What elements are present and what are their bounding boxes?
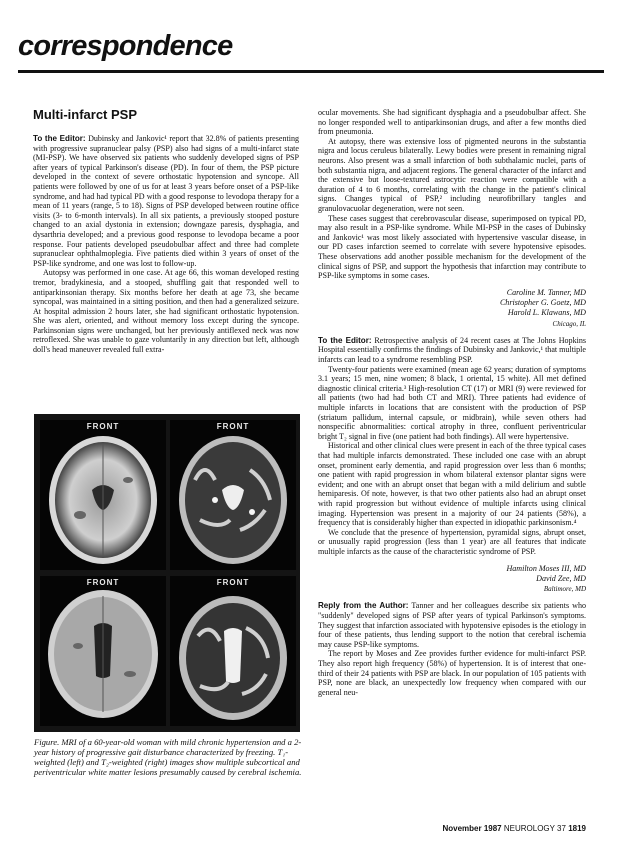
letter2-paragraph-3: Historical and other clinical clues were present in each of the three typical cases that had multiple infarcts demonstrated. These included one case with an abrupt onset, prominent early dementia, and rapid progression over less than 6 months; one patient with rapid progression in whom bilateral extensor plantar signs were evident; and one with an abrupt onset that began with a mild delirium and subtle hemiparesis. Of note, however, is that two other patients also had an abrupt onset with rapid progression but without evidence of multiple infarcts using clinical imaging. Hypertension was present in a majority of our 24 patients (58%), a frequency that is considerably higher than expected in idiopathic parkinsonism.⁴ — [318, 441, 586, 528]
letter2-signature — [318, 564, 586, 595]
author-name: Hamilton Moses III, MD — [506, 563, 586, 573]
scan-label: FRONT — [86, 578, 120, 587]
letter1-paragraph-3: ocular movements. She had significant dysphagia and a pseudobulbar affect. She no longer responded well to antiparkinsonian drugs, and after a few months died from pneumonia. — [318, 108, 586, 137]
scan-label: FRONT — [86, 422, 120, 431]
letter1-paragraph-4: At autopsy, there was extensive loss of pigmented neurons in the substantia nigra and locus ceruleus bilaterally. Lewy bodies were present in remaining nigral neurons. Also present was a small infarction of both subthalamic nuclei, parts of both substantia nigra, and adjacent regions. The general character of the infarct and the extensive but loose-textured astrocytic reaction were compatible with a duration of 4 to 6 months, correlating with the change in the patient's clinical signs. Changes typical of PSP,² including neurofibrillary tangles and granulovacuolar degeneration, were not seen. — [318, 136, 586, 213]
mri-t1-lower — [40, 576, 166, 726]
figure-caption: Figure. MRI of a 60-year-old woman with mild chronic hypertension and a 2-year history of progressive gait disturbance characterized by freezing. T₁-weighted (left) and T₂-weighted (right) images show multiple subcortical and periventricular white matter lesions presumably caused by cerebral ischemia. — [34, 737, 302, 777]
letter1-paragraph-1: To the Editor: Dubinsky and Jankovic¹ report that 32.8% of patients presenting with progressive supranuclear palsy (PSP) also had signs of a multi-infarct state (MI-PSP). We have observed six patients who suddenly developed signs of PSP after years of typical Parkinson's disease (PD). In four of them, the PSP picture developed in the context of severe orthostatic hypotension and syncope. All patients were followed by one of us for at least 3 years before onset of a PSP-like syndrome, and had had typical PD with a good response to levodopa therapy for a mean of 11 years (range, 5 to 18). Signs of PSP developed between routine office visits (3- to 6-month intervals). In all six patients, a previously stooped posture changed to an axial dystonia in extension; downgaze paresis, dysphagia, and dysarthria developed; and a previous good response to levodopa became a poor response. Four patients developed pseudobulbar affect and three had complete supranuclear ophthalmoplegia. Five patients died within 3 years of onset of the PSP-like syndrome, and one was lost to follow-up. — [33, 134, 300, 268]
letter2-paragraph-4: We conclude that the presence of hypertension, pyramidal signs, abrupt onset, or unusually rapid progression (less than 1 year) are all features that indicate multiple infarcts as the cause of the characteristic syndrome of PSP. — [318, 527, 586, 556]
mri-figure — [34, 414, 300, 732]
mri-t1-upper — [40, 420, 166, 570]
scan-label: FRONT — [216, 578, 250, 587]
author-name: David Zee, MD — [536, 573, 586, 583]
author-name: Caroline M. Tanner, MD — [506, 287, 586, 297]
reply-paragraph-2: The report by Moses and Zee provides further evidence for multi-infarct PSP. They also report high frequency (58%) of hypertension. It is of interest that one-third of their 24 patients with PSP are black. In our population of 105 patients with PSP, none are black, an unexpectedly low frequency when compared with our general neu- — [318, 649, 586, 697]
letter2-paragraph-2: Twenty-four patients were examined (mean age 62 years; duration of symptoms 3.1 years; 15 men, nine women; 8 black, 1 oriental, 15 white). All met defined diagnostic clinical criteria.³ High-resolution CT (17) or MRI (9) were reviewed for all patients (two had had both CT and MRI). Three patients had evidence of multiple infarcts in locations that are consistent with the production of PSP (striatum pallidum, internal capsule, or midbrain), while seven others had nonspecific abnormalities: cortical atrophy in three, confluent periventricular bright T₂ signal in five (one patient had both findings). All were hypertensive. — [318, 364, 586, 441]
left-column — [33, 108, 299, 355]
author-name: Harold L. Klawans, MD — [507, 308, 586, 318]
reply-paragraph-1: Reply from the Author: Tanner and her colleagues describe six patients who "suddenly" developed signs of PSP after years of typical Parkinson's symptoms. They suggest that infarction associated with hypotensive episodes is the etiology in four of these patients, thus lending support to the notion that cerebral ischemia may cause PSP-like symptoms. — [318, 601, 586, 649]
footer-journal: NEUROLOGY 37 — [503, 824, 566, 833]
mri-t2-lower — [170, 576, 296, 726]
author-name: Christopher G. Goetz, MD — [499, 297, 586, 307]
letter2-paragraph-1: To the Editor: Retrospective analysis of 24 recent cases at The Johns Hopkins Hospital essentially confirms the findings of Dubinsky and Jankovic,¹ that multiple infarcts can lead to a syndrome resembling PSP. — [318, 335, 586, 365]
article-title: Multi-infarct PSP — [33, 107, 138, 122]
mri-t2-upper — [170, 420, 296, 570]
letter1-paragraph-5: These cases suggest that cerebrovascular disease, superimposed on typical PD, may also result in a PSP-like syndrome. While MI-PSP in the cases of Dubinsky and Jankovic¹ was most likely associated with hypertensive vascular disease, in our PD cases infarction seemed to correlate with severe hypotensive episodes. These observations add another possible mechanism for the development of the clinical signs of PSP, and support the hypothesis that infarction may contribute to PSP-like symptoms in some cases. — [318, 213, 586, 281]
right-column — [318, 108, 586, 697]
masthead-rule — [18, 70, 604, 73]
letter1-lead: To the Editor: — [33, 134, 86, 143]
letter1-paragraph-2: Autopsy was performed in one case. At age 66, this woman developed resting tremor, bradykinesia, and a stooped, shuffling gait that responded well to antiparkinsonian therapy. Six months before her death at age 73, she became syncopal, was maintained in a sitting position, and then had a generalized seizure. At hospital admission 2 hours later, she had significant orthostatic hypotension. She was alert, oriented, and without memory loss except during the syncope. Parkinsonian signs were unchanged, but her previously antiflexed neck was now retroflexed. She was unable to gaze voluntarily in any direction but left, although doll's head maneuver revealed full extra- — [33, 268, 299, 355]
reply-lead: Reply from the Author: — [318, 601, 409, 611]
page-footer — [442, 824, 586, 833]
footer-page-number: 1819 — [568, 824, 586, 833]
footer-date: November 1987 — [442, 824, 502, 833]
author-city: Baltimore, MD — [543, 585, 586, 594]
author-city: Chicago, IL — [552, 319, 586, 328]
letter1-signature — [318, 288, 586, 329]
journal-section-masthead: correspondence — [18, 30, 233, 62]
letter2-lead: To the Editor: — [318, 335, 372, 345]
scan-label: FRONT — [216, 422, 250, 431]
